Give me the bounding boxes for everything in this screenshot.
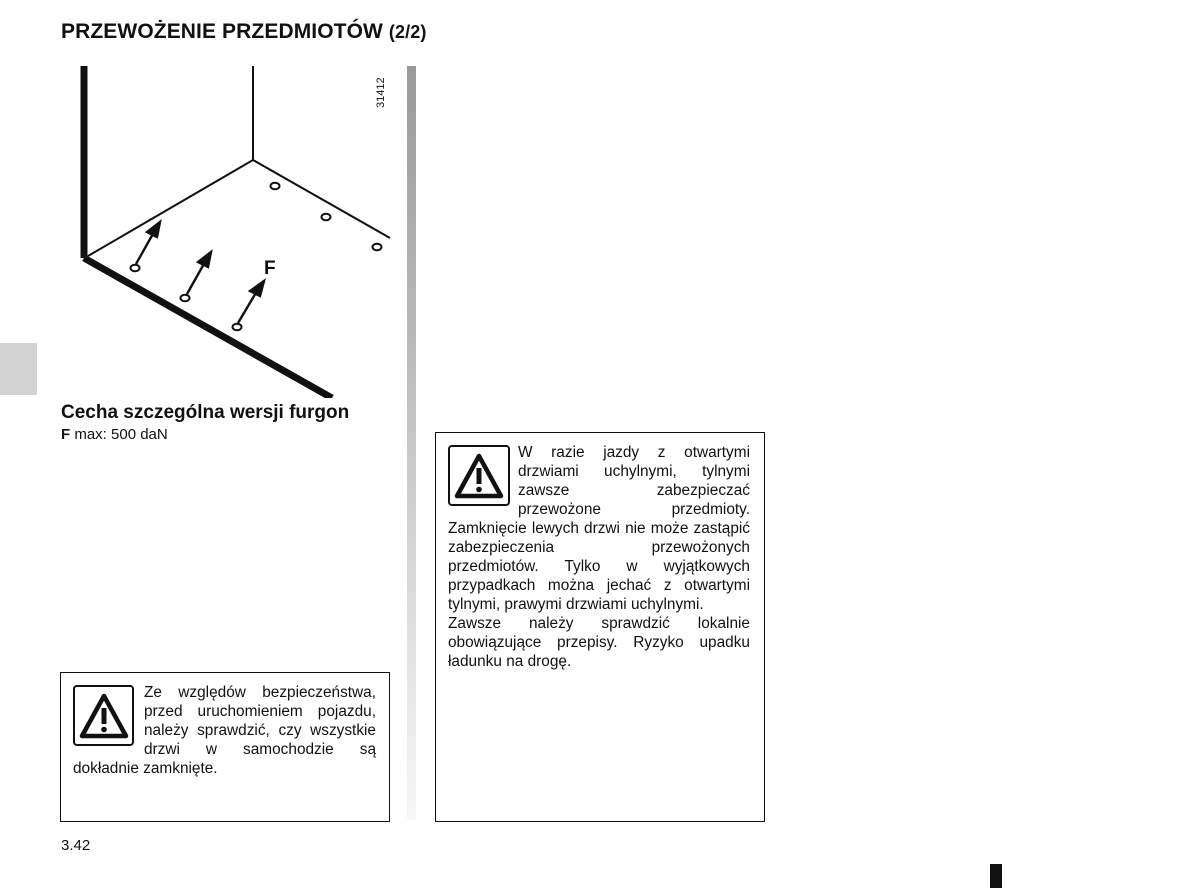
tie-down-ring [322, 214, 331, 220]
warning-paragraph: Zawsze należy sprawdzić lokalnie obowiązujące przepisy. Ryzyko upadku ładunku na drogę. [448, 615, 750, 670]
caption-title: Cecha szczególna wersji furgon [61, 402, 350, 423]
cargo-floor-diagram [60, 66, 400, 398]
warning-triangle-icon [73, 685, 134, 746]
chapter-tab [0, 343, 37, 395]
force-arrow [136, 232, 154, 264]
caption-load-text: max: 500 daN [70, 426, 168, 443]
page-title-text: PRZEWOŻENIE PRZEDMIOTÓW [61, 20, 383, 43]
tie-down-ring [131, 265, 140, 271]
page-edge-marker [990, 864, 1002, 888]
column-divider [407, 66, 416, 820]
caption-max-load [61, 426, 168, 443]
page-title [61, 20, 426, 44]
warning-box-doors-closed [60, 672, 390, 822]
force-arrowhead [250, 281, 264, 296]
warning-box-open-doors [435, 432, 765, 822]
warning-text: Ze względów bezpieczeństwa, przed uruchomieniem pojazdu, należy sprawdzić, czy wszystkie drzwi w samochodzie są dokładnie zamknięte. [73, 684, 376, 777]
warning-triangle-svg [454, 453, 504, 499]
floor-front-edge [84, 258, 332, 398]
tie-down-ring [181, 295, 190, 301]
cargo-floor-illustration [60, 66, 400, 398]
force-arrowhead [198, 252, 211, 267]
figure-ref-code: 31412 [375, 77, 387, 108]
page-number: 3.42 [61, 837, 91, 854]
force-arrow [187, 262, 205, 294]
page-part: (2/2) [388, 22, 427, 42]
force-arrow [238, 291, 257, 323]
warning-triangle-icon [448, 445, 510, 506]
tie-down-ring [233, 324, 242, 330]
force-arrowhead [147, 222, 160, 237]
warning-paragraph: W razie jazdy z otwartymi drzwiami uchylnymi, tylnymi zawsze zabezpieczać przewożone przedmioty. Zamknięcie lewych drzwi nie może zastąpić zabezpieczenia przewożonych przedmiotów. Tylko w wyjątkowych przypadkach można jechać z otwartymi tylnymi, prawymi drzwiami uchylnymi. [448, 444, 750, 613]
warning-triangle-svg [79, 693, 129, 739]
tie-down-ring [271, 183, 280, 189]
caption-force-symbol: F [61, 426, 71, 443]
floor-back-left-line [88, 160, 253, 256]
force-label: F [264, 258, 276, 279]
tie-down-ring [373, 244, 382, 250]
floor-back-right-line [253, 160, 390, 238]
